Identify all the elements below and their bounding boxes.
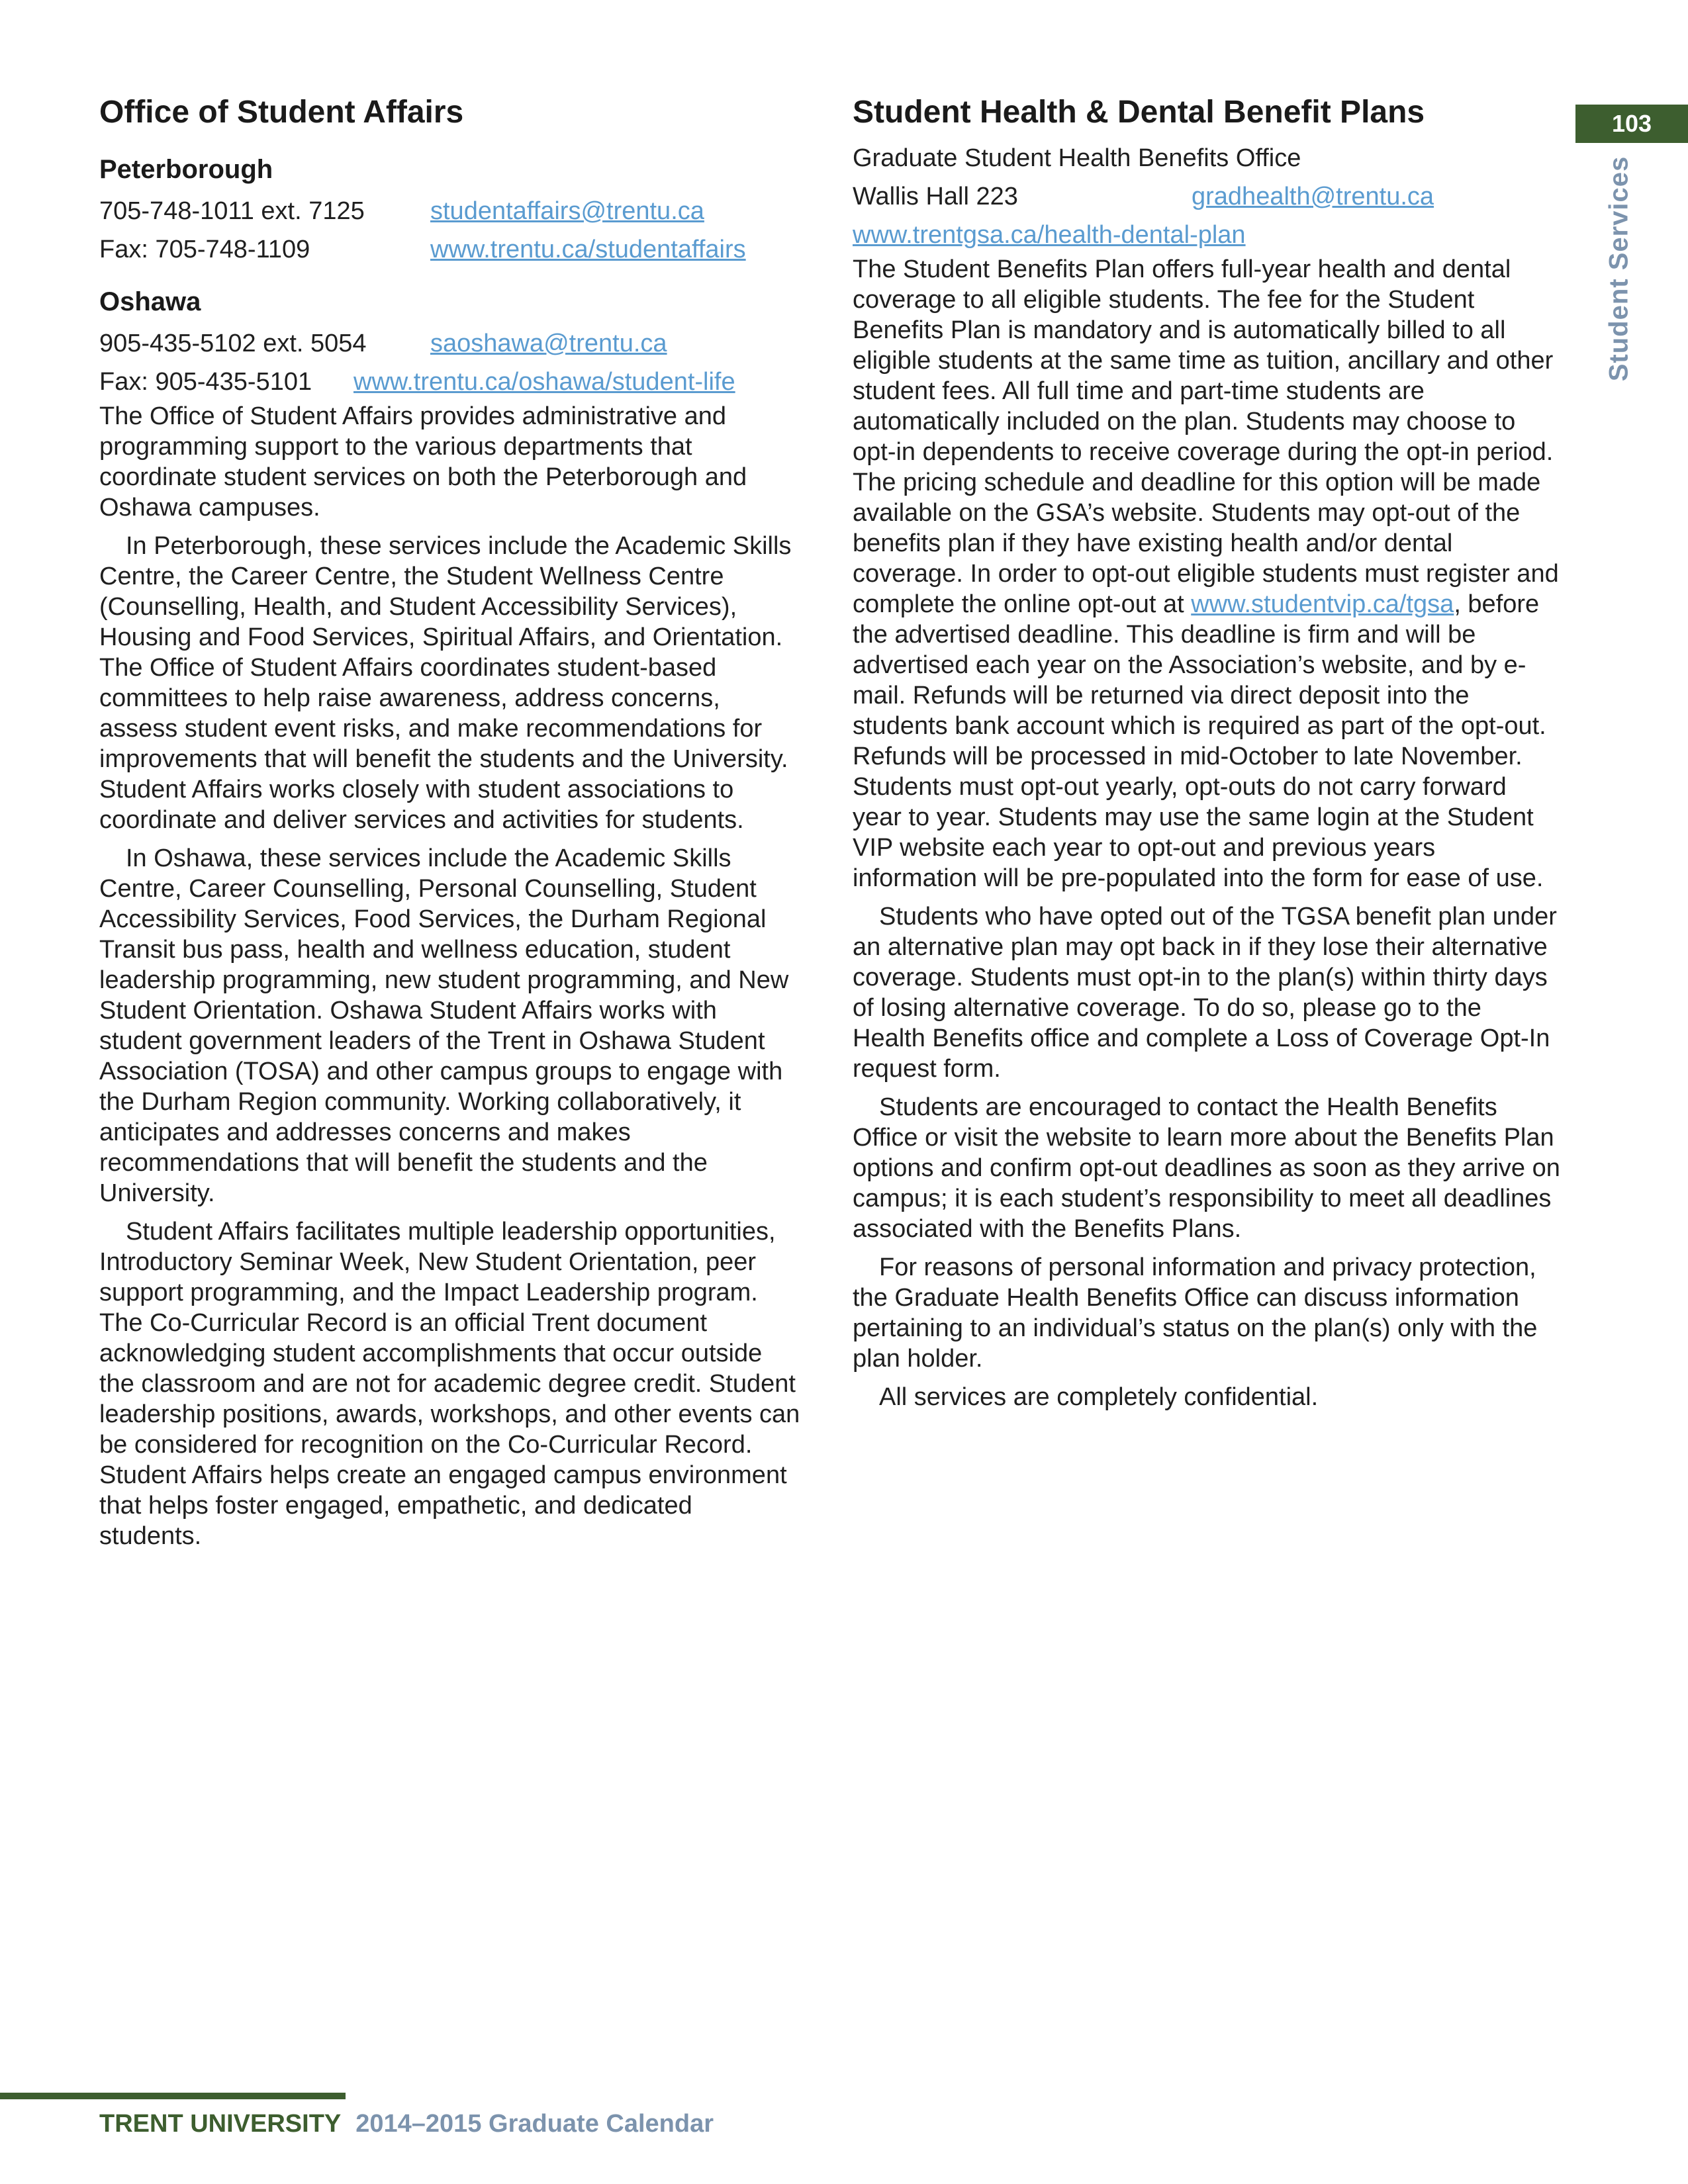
oshawa-email-link[interactable]: saoshawa@trentu.ca (430, 330, 667, 357)
right-column (853, 91, 1561, 1420)
footer-rule (0, 2093, 346, 2099)
page-number-tab (1575, 105, 1688, 143)
oshawa-heading: Oshawa (99, 287, 201, 316)
oshawa-fax-line (99, 363, 801, 401)
benefits-paragraph-5: All services are completely confidential. (879, 1383, 1319, 1411)
benefits-paragraph-3: Students are encouraged to contact the Health Benefits Office or visit the website to learn more about the Benefits Plan options and confirm opt-out deadlines as soon as they arrive on campus; it is each student’s responsibility to meet all deadlines associated with the Benefits Plans. (853, 1093, 1560, 1243)
peterborough-phone: 705-748-1011 ext. 7125 (99, 197, 365, 225)
oshawa-phone: 905-435-5102 ext. 5054 (99, 330, 367, 357)
benefits-web-line (853, 216, 1561, 254)
office-student-affairs-title: Office of Student Affairs (99, 95, 464, 130)
footer-university: TRENT UNIVERSITY (99, 2110, 342, 2138)
affairs-paragraph-1: The Office of Student Affairs provides administrative and programming support to the various departments that coordinate student services on both the Peterborough and Oshawa campuses. (99, 402, 747, 522)
benefits-paragraph-1-start: The Student Benefits Plan offers full-year health and dental coverage to all eligible students. The fee for the Student Benefits Plan is mandatory and is automatically billed to all eligible students at the same time as tuition, ancillary and other student fees. All full time and part-time students are automatically included on the plan. Students may choose to opt-in dependents to receive coverage during the opt-in period. The pricing schedule and deadline for this option will be made available on the GSA’s website. Students may opt-out of the benefits plan if they have existing health and/or dental coverage. In order to opt-out eligible students must register and complete the online opt-out at (853, 255, 1559, 618)
affairs-paragraph-4: Student Affairs facilitates multiple leadership opportunities, Introductory Seminar Week, New Student Orientation, peer support programming, and the Impact Leadership program. The Co-Curricular Record is an official Trent document acknowledging student accomplishments that occur outside the classroom and are not for academic degree credit. Student leadership positions, awards, workshops, and other events can be considered for recognition on the Co-Curricular Record. Student Affairs helps create an engaged campus environment that helps foster engaged, empathetic, and dedicated students. (99, 1218, 800, 1550)
benefits-paragraph-2: Students who have opted out of the TGSA benefit plan under an alternative plan may opt back in if they lose their alternative coverage. Students must opt-in to the plan(s) within thirty days of losing alternative coverage. To do so, please go to the Health Benefits office and complete a Loss of Coverage Opt-In request form. (853, 903, 1557, 1083)
studentvip-link[interactable]: www.studentvip.ca/tgsa (1191, 590, 1454, 618)
section-side-label: Student Services (1604, 156, 1634, 382)
oshawa-web-link[interactable]: www.trentu.ca/oshawa/student-life (353, 368, 735, 396)
peterborough-fax: Fax: 705-748-1109 (99, 236, 310, 263)
gradhealth-email-link[interactable]: gradhealth@trentu.ca (1192, 183, 1434, 210)
oshawa-phone-line (99, 324, 801, 363)
peterborough-fax-line (99, 230, 801, 269)
left-column (99, 91, 801, 1559)
page-footer (99, 2110, 714, 2138)
page-number: 103 (1611, 110, 1652, 137)
affairs-paragraph-3: In Oshawa, these services include the Academic Skills Centre, Career Counselling, Personal Counselling, Student Accessibility Services, Food Services, the Durham Regional Transit bus pass, health and wellness education, student leadership programming, new student programming, and New Student Orientation. Oshawa Student Affairs works with student government leaders of the Trent in Oshawa Student Association (TOSA) and other campus groups to engage with the Durham Region community. Working collaboratively, it anticipates and addresses concerns and makes recommendations that will benefit the students and the University. (99, 844, 789, 1207)
peterborough-web-link[interactable]: www.trentu.ca/studentaffairs (430, 236, 746, 263)
affairs-paragraph-2: In Peterborough, these services include the Academic Skills Centre, the Career Centre, the Student Wellness Centre (Counselling, Health, and Student Accessibility Services), Housing and Food Services, Spiritual Affairs, and Orientation. The Office of Student Affairs coordinates student-based committees to help raise awareness, address concerns, assess student event risks, and make recommendations for improvements that will benefit the students and the University. Student Affairs works closely with student associations to coordinate and deliver services and activities for students. (99, 532, 792, 834)
benefits-paragraph-1 (853, 254, 1561, 893)
benefits-location-line (853, 177, 1561, 216)
gsa-health-plan-link[interactable]: www.trentgsa.ca/health-dental-plan (853, 221, 1246, 249)
footer-calendar: 2014–2015 Graduate Calendar (355, 2110, 714, 2138)
peterborough-heading: Peterborough (99, 155, 273, 184)
oshawa-fax: Fax: 905-435-5101 (99, 368, 312, 396)
benefits-location: Wallis Hall 223 (853, 183, 1018, 210)
peterborough-email-link[interactable]: studentaffairs@trentu.ca (430, 197, 704, 225)
benefits-paragraph-1-end: , before the advertised deadline. This deadline is firm and will be advertised each year on the Association’s website, and by e-mail. Refunds will be returned via direct deposit into the students bank account which is required as part of the opt-out. Refunds will be processed in mid-October to late November. Students must opt-out yearly, opt-outs do not carry forward year to year. Students may use the same login at the Student VIP website each year to opt-out and previous years information will be pre-populated into the form for ease of use. (853, 590, 1546, 892)
benefits-office: Graduate Student Health Benefits Office (853, 144, 1301, 172)
benefits-office-name (853, 139, 1561, 177)
health-dental-title: Student Health & Dental Benefit Plans (853, 95, 1425, 130)
benefits-paragraph-4: For reasons of personal information and privacy protection, the Graduate Health Benefits Office can discuss information pertaining to an individual’s status on the plan(s) only with the plan holder. (853, 1253, 1538, 1373)
peterborough-phone-line (99, 192, 801, 230)
